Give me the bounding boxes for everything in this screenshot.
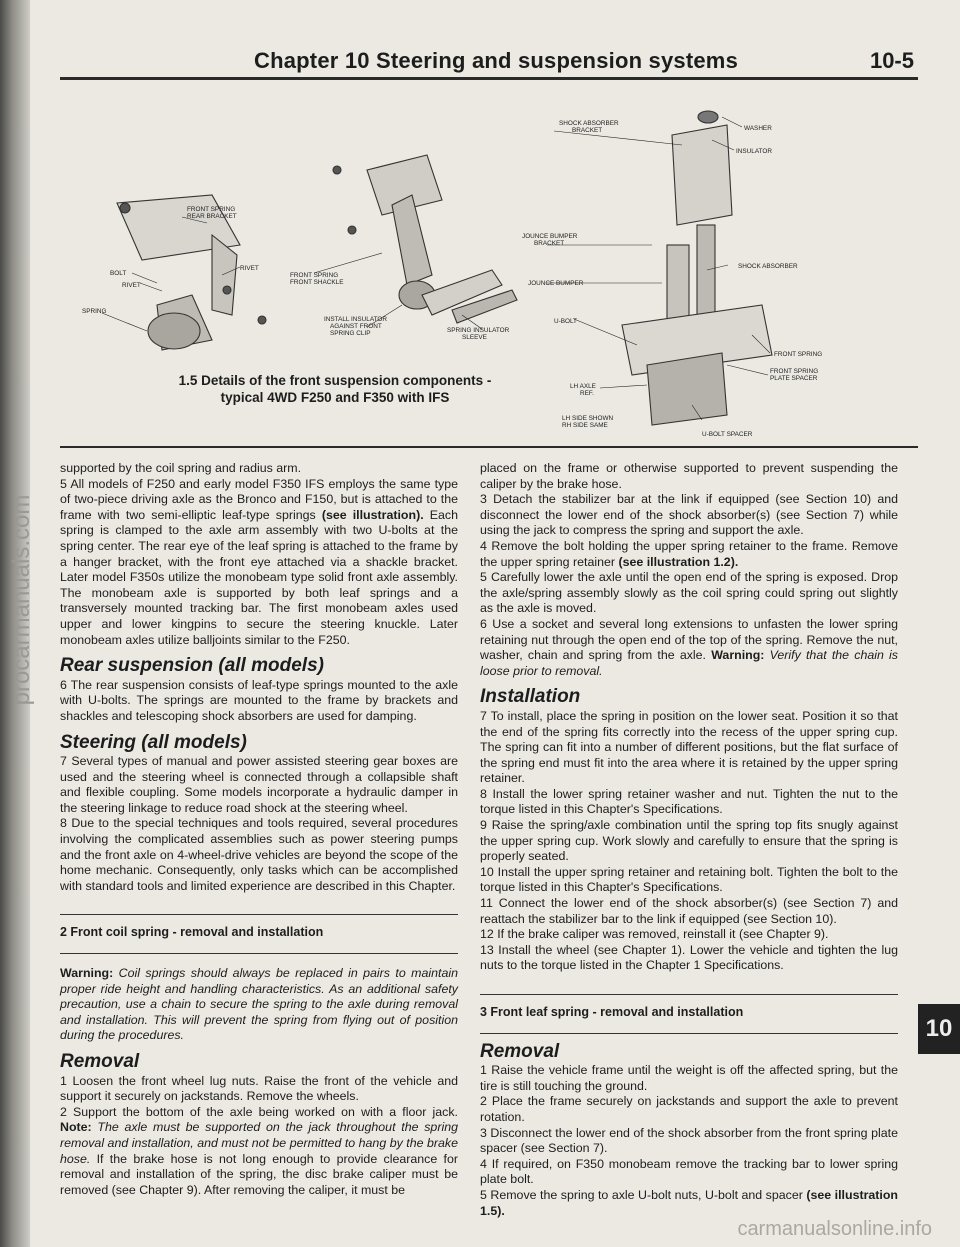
chapter-title: Chapter 10 Steering and suspension systems	[254, 48, 738, 73]
note-text: The axle must be supported on the jack throughout the spring removal and installation, and must not be permitted to hang by the brake hose.	[60, 1120, 458, 1166]
label-jounce-bumper-bracket-2: BRACKET	[534, 240, 565, 247]
label-front-spring-rear-bracket-2: REAR BRACKET	[187, 213, 237, 220]
leaf-step-3: 3 Disconnect the lower end of the shock absorber from the front spring plate spacer (see Section 7).	[480, 1125, 898, 1156]
figure-rule	[60, 446, 918, 448]
warning-text: Verify that the chain is loose prior to removal.	[480, 648, 898, 678]
header-rule	[60, 77, 918, 80]
paragraph-6: 6 The rear suspension consists of leaf-type springs mounted to the axle with U-bolts. The springs are mounted to the frame by brackets and shackles and telescoping shock absorbers are used for damping.	[60, 677, 458, 723]
figure-caption	[160, 372, 510, 406]
leaf-step-1: 1 Raise the vehicle frame until the weight is off the affected spring, but the tire is still touching the ground.	[480, 1063, 898, 1093]
step-2	[60, 1105, 458, 1199]
note-label: Note:	[60, 1120, 92, 1135]
section-3-title: 3 Front leaf spring - removal and installation	[480, 994, 898, 1034]
leaf-step-2: 2 Place the frame securely on jackstands and support the axle to prevent rotation.	[480, 1094, 898, 1124]
leaf-step-4: 4 If required, on F350 monobeam remove the tracking bar to lower spring plate bolt.	[480, 1156, 898, 1187]
figure-caption-line-2: typical 4WD F250 and F350 with IFS	[220, 390, 450, 405]
step-12: 12 If the brake caliper was removed, reinstall it (see Chapter 9).	[480, 927, 829, 942]
step-1: 1 Loosen the front wheel lug nuts. Raise the front of the vehicle and support it securely on jackstands. Remove the wheels.	[60, 1073, 458, 1104]
heading-steering: Steering (all models)	[60, 731, 247, 753]
illustration-reference: (see illustration 1.5).	[480, 1187, 899, 1218]
label-install-insulator-3: SPRING CLIP	[330, 330, 371, 337]
section-2-title: 2 Front coil spring - removal and installation	[60, 914, 458, 954]
label-u-bolt: U-BOLT	[554, 318, 577, 325]
heading-installation: Installation	[480, 686, 581, 708]
label-install-insulator-2: AGAINST FRONT	[330, 323, 382, 330]
label-u-bolt-spacer: U-BOLT SPACER	[702, 431, 753, 438]
paragraph-5	[60, 477, 458, 649]
step-6	[480, 617, 898, 679]
heading-rear-suspension: Rear suspension (all models)	[60, 655, 324, 677]
label-spring-insulator-2: SLEEVE	[462, 334, 487, 341]
chapter-tab: 10	[918, 1004, 960, 1054]
paragraph-8: 8 Due to the special techniques and tools required, several procedures involving the complicated assemblies such as power steering pumps and the front axle on 4-wheel-drive vehicles are beyond the scope of the home mechanic. Consequently, only tasks which can be accomplished with standard tools and limited experience are described in this Chapter.	[60, 816, 458, 893]
step-10: 10 Install the upper spring retainer and retaining bolt. Tighten the bolt to the torque listed in this Chapter's Specifications.	[480, 864, 898, 895]
label-washer: WASHER	[744, 125, 772, 132]
paragraph-text: 5 All models of F250 and early model F350 IFS employs the same type of two-piece driving axle as the Bronco and F150, but is attached to the frame with two semi-elliptic leaf-type springs	[60, 476, 458, 522]
step-5: 5 Carefully lower the axle until the open end of the spring is exposed. Drop the axle/spring assembly slowly as the coil spring could spring out slightly as the axle is moved.	[480, 570, 898, 616]
label-front-spring-shackle-1: FRONT SPRING	[290, 272, 339, 279]
illustration-reference: (see illustration).	[321, 507, 424, 522]
label-spring: SPRING	[82, 308, 107, 315]
label-lh-side-shown-2: RH SIDE SAME	[562, 422, 608, 429]
step-8: 8 Install the lower spring retainer washer and nut. Tighten the nut to the torque listed in this Chapter's Specifications.	[480, 786, 898, 817]
label-jounce-bumper-bracket-1: JOUNCE BUMPER	[522, 233, 578, 240]
warning-paragraph	[60, 966, 458, 1044]
step-text: 5 Remove the spring to axle U-bolt nuts, U-bolt and spacer	[480, 1187, 807, 1202]
step-text: 4 Remove the bolt holding the upper spring retainer to the frame. Remove the upper spring retainer	[480, 538, 898, 569]
warning-label: Warning:	[60, 966, 114, 981]
page-number: 10-5	[869, 48, 914, 73]
label-front-spring-shackle-2: FRONT SHACKLE	[290, 279, 344, 286]
step-13: 13 Install the wheel (see Chapter 1). Lower the vehicle and tighten the lug nuts to the torque listed in the Chapter 1 Specifications.	[480, 942, 898, 973]
paragraph-7: 7 Several types of manual and power assisted steering gear boxes are used and the steering wheel is connected through a collapsible shaft and flexible coupling. Some models incorporate a hydraulic damper in the steering linkage to reduce road shock at the steering wheel.	[60, 754, 458, 815]
label-lh-axle-ref-2: REF.	[580, 390, 594, 397]
figure-caption-line-1: 1.5 Details of the front suspension components -	[178, 373, 492, 388]
label-front-spring-plate-spacer-2: PLATE SPACER	[770, 375, 818, 382]
label-shock-absorber: SHOCK ABSORBER	[738, 263, 798, 270]
illustration-reference: (see illustration 1.2).	[618, 554, 739, 569]
step-11: 11 Connect the lower end of the shock absorber(s) (see Section 7) and reattach the stabilizer bar to the link if equipped (see Section 10).	[480, 896, 898, 926]
label-front-spring-rear-bracket-1: FRONT SPRING	[187, 206, 236, 213]
step-text: 2 Support the bottom of the axle being worked on with a floor jack.	[60, 1104, 458, 1119]
warning-text: Coil springs should always be replaced in pairs to maintain proper ride height and handling characteristics. As an additional safety precaution, use a chain to secure the spring to the axle during removal and installation. This will prevent the spring from flying out of position during the procedures.	[60, 966, 458, 1043]
heading-removal-leaf: Removal	[480, 1040, 560, 1062]
step-4	[480, 539, 898, 570]
label-rivet-right: RIVET	[240, 265, 259, 272]
step-3: 3 Detach the stabilizer bar at the link if equipped (see Section 10) and disconnect the lower end of the shock absorber(s) (see Section 7) while using the jack to compress the spring and support the axle.	[480, 492, 898, 538]
warning-label: Warning:	[711, 648, 765, 663]
step-9: 9 Raise the spring/axle combination until the spring top fits snugly against the upper spring cup. Work slowly and carefully to ensure that the spring is properly seated.	[480, 818, 898, 864]
label-shock-absorber-bracket-2: BRACKET	[572, 127, 603, 134]
label-rivet-left: RIVET	[122, 282, 141, 289]
label-shock-absorber-bracket-1: SHOCK ABSORBER	[559, 120, 619, 127]
bottom-watermark: carmanualsonline.info	[737, 1218, 932, 1240]
heading-removal: Removal	[60, 1051, 140, 1072]
label-front-spring-plate-spacer-1: FRONT SPRING	[770, 368, 819, 375]
paragraph: placed on the frame or otherwise supported to prevent suspending the caliper by the brake hose.	[480, 461, 898, 491]
label-insulator: INSULATOR	[736, 148, 772, 155]
step-text: 6 Use a socket and several long extensions to unfasten the lower spring retaining nut through the open end of the top of the spring. Remove the nut, washer, chain and spring from the axle.	[480, 616, 898, 663]
leaf-step-5	[480, 1188, 898, 1219]
label-install-insulator-1: INSTALL INSULATOR	[324, 316, 387, 323]
left-column	[60, 461, 458, 1198]
paragraph-text: Each spring is clamped to the axle arm assembly with two U-bolts at the spring center. The rear eye of the leaf spring is attached to the frame by a hanger bracket, with the front eye attached via a shackle bracket. Later model F350s utilize the monobeam type solid front axle assembly. The monobeam axle is supported by both leaf springs and a transversely mounted tracking bar. The first monobeam axles used upper and lower kingpins to secure the steering knuckle. Later monobeam axles utilize balljoints similar to the F250.	[60, 507, 458, 647]
label-lh-axle-ref-1: LH AXLE	[570, 383, 596, 390]
side-watermark: procarmanuals.com	[8, 494, 35, 706]
label-front-spring: FRONT SPRING	[774, 351, 823, 358]
label-bolt: BOLT	[110, 270, 127, 277]
label-spring-insulator-1: SPRING INSULATOR	[447, 327, 510, 334]
label-jounce-bumper: JOUNCE BUMPER	[528, 280, 584, 287]
right-column	[480, 461, 898, 1219]
step-7: 7 To install, place the spring in position on the lower seat. Position it so that the end of the spring fits correctly into the recess of the upper spring cup. The spring can fit into a number of different positions, but the flat surface of the spring end must fit into the area where it is retained by the upper spring retainer.	[480, 708, 898, 786]
paragraph: supported by the coil spring and radius arm.	[60, 461, 302, 475]
step-text: If the brake hose is not long enough to provide clearance for removal and installation of the spring, the disc brake caliper must be removed (see Chapter 9). After removing the caliper, it must be	[60, 1151, 458, 1197]
label-lh-side-shown-1: LH SIDE SHOWN	[562, 415, 614, 422]
